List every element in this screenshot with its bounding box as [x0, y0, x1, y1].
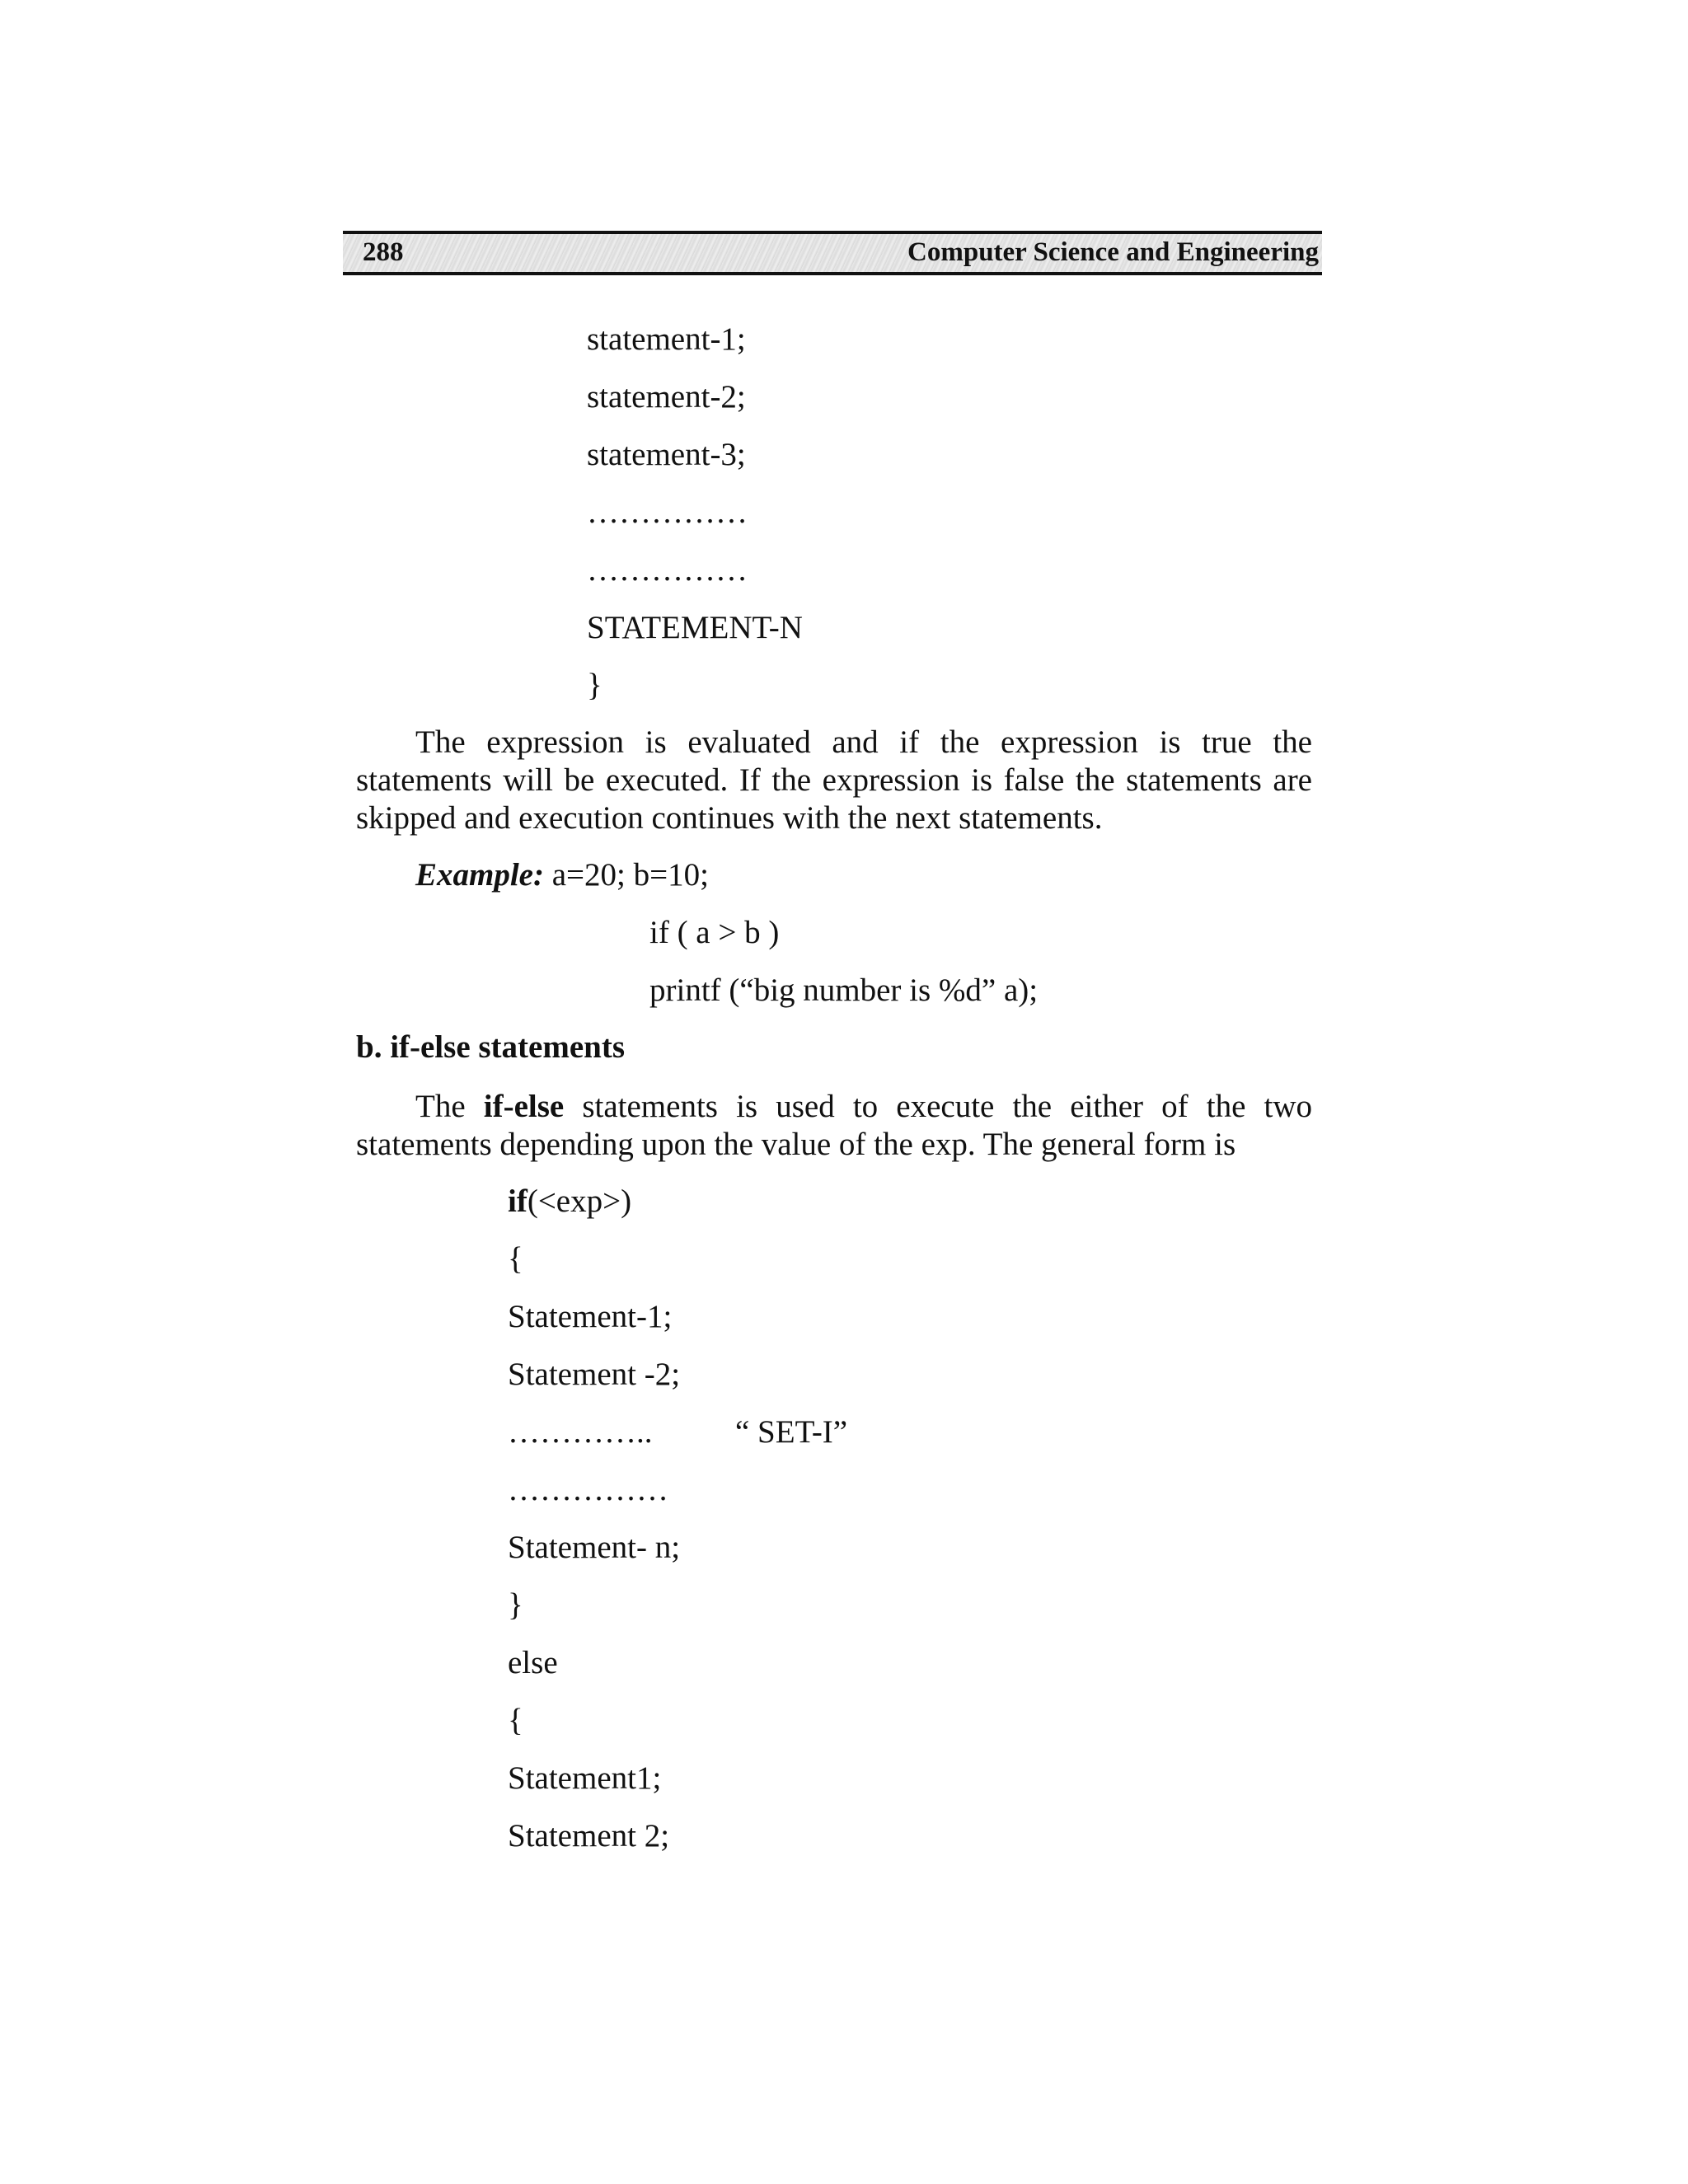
code-line: Statement 2; — [508, 1818, 670, 1854]
code-brace: } — [587, 668, 603, 703]
code-brace: { — [508, 1241, 523, 1277]
running-header — [343, 231, 1322, 275]
example-code-line: if ( a > b ) — [649, 915, 780, 950]
code-line: STATEMENT-N — [587, 610, 803, 645]
para-keyword: if-else — [483, 1089, 565, 1124]
body-paragraph — [356, 1088, 1312, 1164]
code-line: statement-1; — [587, 321, 746, 357]
code-line: Statement -2; — [508, 1357, 681, 1392]
code-ellipsis: …………… — [587, 552, 748, 588]
code-brace: { — [508, 1703, 523, 1738]
code-line — [508, 1185, 631, 1217]
code-ellipsis: ………….. — [508, 1414, 653, 1450]
page-number: 288 — [363, 237, 404, 267]
code-line: statement-3; — [587, 437, 746, 472]
code-line: Statement- n; — [508, 1530, 681, 1565]
code-keyword: else — [508, 1645, 558, 1680]
example-code-line: printf (“big number is %d” a); — [649, 972, 1039, 1008]
code-ellipsis: …………… — [508, 1472, 668, 1507]
running-title: Computer Science and Engineering — [907, 237, 1319, 267]
example-line — [415, 859, 709, 891]
code-line: statement-2; — [587, 379, 746, 415]
example-text: a=20; b=10; — [543, 857, 709, 893]
if-condition: (<exp>) — [527, 1183, 632, 1219]
example-label: Example: — [415, 857, 544, 893]
para-lead: The — [415, 1089, 484, 1124]
if-keyword: if — [508, 1183, 528, 1219]
code-line: Statement-1; — [508, 1299, 673, 1334]
set-label: “ SET-I” — [735, 1414, 848, 1450]
body-paragraph: The expression is evaluated and if the expression is true the statements will be executed. If the expression is false the statements are skipped and execution continues with the next statements. — [356, 724, 1312, 836]
para-rest: statements is used to execute the either of the two statements depending upon the value of the exp. The general form is — [356, 1089, 1312, 1162]
section-heading: b. if-else statements — [356, 1029, 625, 1065]
code-brace: } — [508, 1587, 523, 1623]
code-ellipsis: …………… — [587, 494, 748, 530]
code-line: Statement1; — [508, 1760, 662, 1796]
